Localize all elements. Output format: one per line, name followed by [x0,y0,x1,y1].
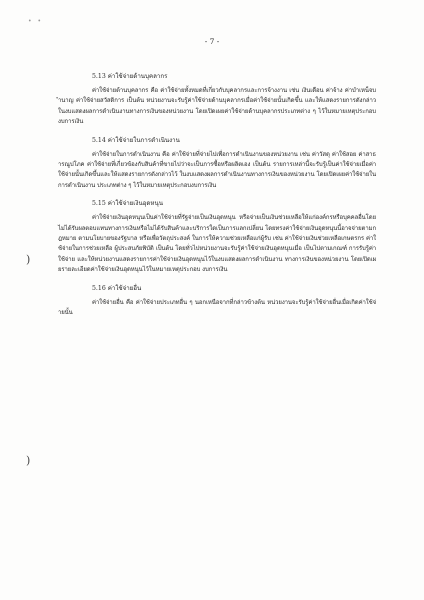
section-5-13 [58,72,376,128]
section-heading: 5.16 ค่าใช้จ่ายอื่น [92,284,142,292]
section-5-16 [58,284,376,319]
document-body [58,62,376,327]
section-5-14 [58,136,376,192]
section-heading: 5.15 ค่าใช้จ่ายเงินอุดหนุน [92,200,163,208]
binding-hole-mark: ) [26,253,31,266]
section-paragraph: ค่าใช้จ่ายด้านบุคลากร คือ ค่าใช้จ่ายทั้งหมดที่เกี่ยวกับบุคลากรและการจ้างงาน เช่น เงินเดือน ค่าจ้าง ค่าบำเหน็จบำนาญ ค่าใช้จ่ายสวัสดิการ เป็นต้น หน่วยงานจะรับรู้ค่าใช้จ่ายด้านบุคลากรเมื่อค่าใช้จ่ายนั้นเกิดขึ้น และให้แสดงรายการดังกล่าวในงบแสดงผลการดำเนินงานทางการเงินของหน่วยงาน โดยเปิดเผยค่าใช้จ่ายด้านบุคลากรประเภทต่าง ๆ ไว้ในหมายเหตุประกอบงบการเงิน [58,87,376,126]
section-heading: 5.14 ค่าใช้จ่ายในการดำเนินงาน [92,136,180,144]
scan-mark-top: • • [28,18,43,25]
binding-hole-mark-lower: ) [26,454,31,467]
page-number: - 7 - [204,37,220,46]
section-paragraph: ค่าใช้จ่ายเงินอุดหนุนเป็นค่าใช้จ่ายที่รัฐจ่ายเป็นเงินอุดหนุน หรือจ่ายเป็นเงินช่วยเหลือให้แก่องค์กรหรือบุคคลอื่นโดยไม่ได้รับผลตอบแทนทางการเงินหรือไม่ได้รับสินค้าและบริการใดเป็นการแลกเปลี่ยน โดยทรงค่าใช้จ่ายเงินอุดหนุนนี้อาจจ่ายตามกฎหมาย ตามนโยบายของรัฐบาล หรือเพื่อวัตถุประสงค์ ในการให้ความช่วยเหลือแก่ผู้รับ เช่น ค่าใช้จ่ายเงินช่วยเหลือเกษตรกร ค่าใช้จ่ายในการช่วยเหลือ ผู้ประสบภัยพิบัติ เป็นต้น โดยทั่วไปหน่วยงานจะรับรู้ค่าใช้จ่ายเงินอุดหนุนเมื่อ เป็นไปตามเกณฑ์ การรับรู้ค่าใช้จ่าย และให้หน่วยงานแสดงรายการค่าใช้จ่ายเงินอุดหนุนไว้ในงบแสดงผลการดำเนินงาน ทางการเงินของหน่วยงาน โดยเปิดเผยรายละเอียดค่าใช้จ่ายเงินอุดหนุนไว้ในหมายเหตุประกอบ งบการเงิน [58,214,376,274]
section-heading: 5.13 ค่าใช้จ่ายด้านบุคลากร [92,73,168,80]
section-paragraph: ค่าใช้จ่ายอื่น คือ ค่าใช้จ่ายประเภทอื่น ๆ นอกเหนือจากที่กล่าวข้างต้น หน่วยงานจะรับรู้ค่าใช้จ่ายอื่นเมื่อเกิดค่าใช้จ่ายนั้น [58,298,376,317]
section-5-15 [58,199,376,275]
section-paragraph: ค่าใช้จ่ายในการดำเนินงาน คือ ค่าใช้จ่ายที่จ่ายไปเพื่อการดำเนินงานของหน่วยงาน เช่น ค่าวัสดุ ค่าใช้สอย ค่าสาธารณูปโภค ค่าใช้จ่ายที่เกี่ยวข้องกับสินค้าที่ขายไปว่าจะเป็นการซื้อหรือผลิตเอง เป็นต้น รายการเหล่านี้จะรับรู้เป็นค่าใช้จ่ายเมื่อค่าใช้จ่ายนั้นเกิดขึ้นและให้แสดงรายการดังกล่าวไว้ ในงบแสดงผลการดำเนินงานทางการเงินของหน่วยงาน โดยเปิดเผยค่าใช้จ่ายในการดำเนินงาน ประเภทต่าง ๆ ไว้ในหมายเหตุประกอบงบการเงิน [58,150,376,189]
